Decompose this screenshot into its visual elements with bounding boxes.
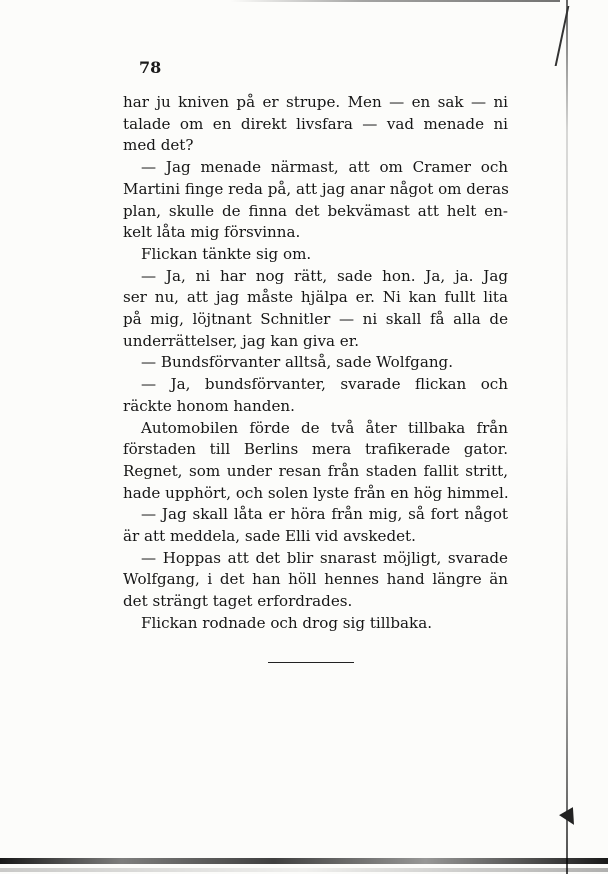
page-bottom-shadow [0, 868, 608, 872]
text-line: Automobilen förde de två åter tillbaka från [141, 418, 508, 437]
text-line: — Hoppas att det blir snarast möjligt, svarade [141, 548, 508, 567]
text-line: plan, skulle de finna det bekvämast att helt en- [123, 201, 508, 220]
text-line: räckte honom handen. [123, 396, 295, 415]
text-line: har ju kniven på er strupe. Men — en sak — ni [123, 93, 508, 111]
text-line: det strängt taget erfordrades. [123, 592, 353, 611]
text-line: Wolfgang, i det han höll hennes hand längre än [123, 570, 508, 589]
corner-arrow-mark [559, 807, 581, 829]
text-line: Flickan tänkte sig om. [141, 244, 312, 263]
text-line: — Ja, bundsförvanter, svarade flickan och [141, 375, 508, 394]
page-number: 78 [139, 58, 162, 77]
text-line: — Bundsförvanter alltså, sade Wolfgang. [141, 353, 454, 372]
text-line: kelt låta mig försvinna. [123, 223, 301, 242]
text-line: med det? [123, 136, 194, 155]
text-line: förstaden till Berlins mera trafikerade gator. [123, 440, 508, 459]
text-line: — Jag skall låta er höra från mig, så fort något [141, 505, 508, 524]
text-line: Regnet, som under resan från staden fallit stritt, [123, 461, 508, 480]
text-line: underrättelser, jag kan giva er. [123, 331, 360, 350]
section-divider [268, 662, 354, 663]
text-line: är att meddela, sade Elli vid avskedet. [123, 527, 416, 546]
body-text [123, 92, 508, 635]
text-line: hade upphört, och solen lyste från en hög himmel. [123, 483, 509, 502]
text-line: — Jag menade närmast, att om Cramer och [141, 158, 508, 177]
page-right-edge [566, 0, 568, 874]
text-line: Flickan rodnade och drog sig tillbaka. [141, 613, 432, 632]
text-line: ser nu, att jag måste hjälpa er. Ni kan fullt lita [123, 288, 508, 307]
text-line: på mig, löjtnant Schnitler — ni skall få alla de [123, 310, 508, 329]
page-bottom-edge [0, 858, 608, 864]
text-line: talade om en direkt livsfara — vad menade ni [123, 114, 508, 133]
text-line: — Ja, ni har nog rätt, sade hon. Ja, ja. Jag [141, 266, 508, 285]
text-line: Martini finge reda på, att jag anar något om deras [123, 179, 509, 198]
page-top-edge [230, 0, 560, 2]
